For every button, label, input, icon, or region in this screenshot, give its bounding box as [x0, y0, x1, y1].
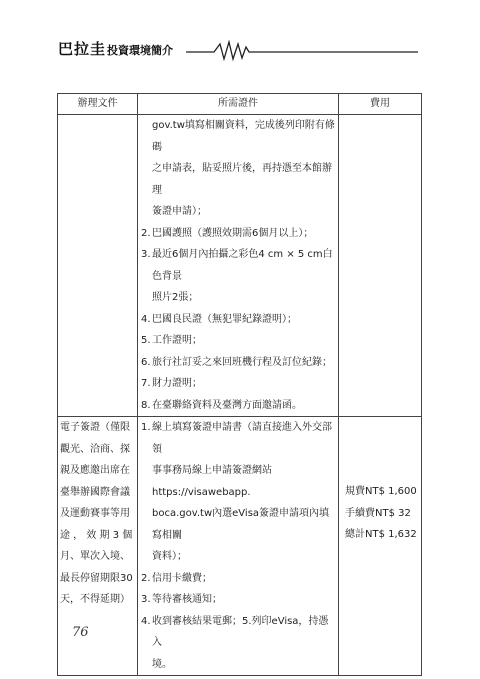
- fee-handling: 手續費NT$ 32: [345, 507, 411, 519]
- page-header: [58, 38, 418, 62]
- requirement-continuation: gov.tw填寫相關資料，完成後列印附有條碼 之申請表，貼妥照片後，再持憑至本館辦理 簽證申請）；: [152, 120, 335, 217]
- requirement-item: 4. 巴國良民證（無犯罪紀錄證明）；: [141, 313, 297, 325]
- fee-cell: [339, 115, 422, 417]
- requirements-cell: [138, 115, 339, 417]
- requirement-item: 2. 巴國護照（護照效期需6個月以上）；: [141, 227, 314, 239]
- brand-subtitle: 投資環境簡介: [107, 44, 174, 57]
- requirement-item: 5. 工作證明；: [141, 335, 202, 346]
- header-documents: 辦理文件: [58, 94, 138, 115]
- fee-cell-evisa: [339, 417, 422, 676]
- header-fees: 費用: [339, 94, 422, 115]
- table-row: [58, 417, 422, 676]
- requirement-item: 1. 線上填寫簽證申請書（請直接進入外交部領 事事務局線上申請簽證網站https://visawebapp. boca.gov.tw內選eVisa簽證申請項內填寫相關 資料）；: [141, 422, 332, 562]
- requirement-item: 8. 在臺聯絡資料及臺灣方面邀請函。: [141, 399, 302, 411]
- requirement-item: 3. 等待審核通知；: [141, 594, 222, 605]
- requirement-item: 7. 財力證明；: [141, 378, 202, 389]
- requirement-item: 4. 收到審核結果電郵；5.列印eVisa，持憑入 境。: [141, 615, 329, 670]
- requirement-item: 6. 旅行社訂妥之來回班機行程及訂位紀錄；: [141, 356, 332, 368]
- requirements-cell-evisa: [138, 417, 339, 676]
- requirement-item: 2. 信用卡繳費；: [141, 572, 212, 584]
- category-cell-evisa: 電子簽證（僅限 觀光、洽商、探 親及應邀出席在 臺舉辦國際會議 及運動賽事等用 途 ， 效 期 3 個 月、單次入境、 最長停留期限30 天，不得延期）: [58, 417, 138, 676]
- category-cell: [58, 115, 138, 417]
- fee-visa: 規費NT$ 1,600: [345, 486, 417, 497]
- table-row: [58, 115, 422, 417]
- header-required-items: 所需證件: [138, 94, 339, 115]
- brand-title: 巴拉圭投資環境簡介: [58, 40, 174, 58]
- table-header-row: [58, 94, 422, 115]
- page-number: 76: [72, 625, 89, 640]
- heartbeat-line-decoration: [186, 40, 418, 62]
- visa-document-table: [57, 93, 422, 676]
- requirement-item: 3. 最近6個月內拍攝之彩色4 cm × 5 cm白色背景 照片2張；: [141, 249, 333, 303]
- fee-total: 總計NT$ 1,632: [345, 529, 417, 540]
